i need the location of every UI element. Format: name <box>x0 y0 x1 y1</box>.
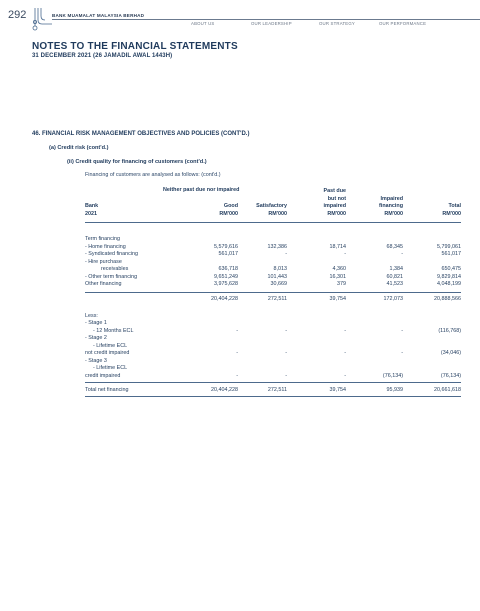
total-cell: 95,939 <box>386 387 403 393</box>
table-cell: - <box>236 327 238 334</box>
table-cell: 16,301 <box>329 273 346 280</box>
page-title: NOTES TO THE FINANCIAL STATEMENTS <box>32 41 238 52</box>
table-cell: - <box>285 372 287 379</box>
table-cell: 41,523 <box>386 281 403 287</box>
column-header: Good <box>223 203 238 209</box>
group-header: Neither past due nor impaired <box>163 187 240 193</box>
table-cell: 4,048,199 <box>437 281 461 287</box>
bank-name: BANK MUAMALAT MALAYSIA BERHAD <box>52 13 145 18</box>
row-label: - Lifetime ECL <box>93 365 128 371</box>
total-cell: 39,754 <box>329 387 346 393</box>
column-header: Satisfactory <box>256 203 287 209</box>
table-cell: - <box>344 251 346 257</box>
row-label: - Home financing <box>85 243 126 250</box>
total-rule-top <box>85 382 461 383</box>
column-header: but not <box>327 195 346 202</box>
column-header: impaired <box>323 203 346 209</box>
total-cell: 20,404,228 <box>211 387 238 393</box>
row-label: - Syndicated financing <box>85 251 139 257</box>
subtotal-rule <box>85 292 461 293</box>
table-cell: 5,579,616 <box>214 243 238 250</box>
table-cell: (76,134) <box>440 372 461 379</box>
page-subtitle: 31 DECEMBER 2021 (26 JAMADIL AWAL 1443H) <box>32 53 173 59</box>
total-label: Total net financing <box>85 387 129 393</box>
table-cell: (116,768) <box>438 327 461 334</box>
subtotal-cell: 20,888,566 <box>434 295 461 302</box>
table-cell: 60,821 <box>386 273 403 280</box>
row-label: - Stage 2 <box>85 335 107 341</box>
row-label: Less: <box>85 312 98 319</box>
row-label: Other financing <box>85 281 122 287</box>
table-cell: (34,046) <box>440 350 461 356</box>
table-cell: (76,134) <box>382 372 403 379</box>
column-header: Impaired <box>380 195 403 202</box>
row-label: - Lifetime ECL <box>93 342 128 349</box>
table-cell: - <box>285 350 287 356</box>
table-cell: - <box>236 350 238 356</box>
column-header: RM'000 <box>327 210 346 217</box>
total-rule-bottom <box>85 396 461 397</box>
table-cell: 561,017 <box>441 251 461 257</box>
subsection-ii: (ii) Credit quality for financing of customers (cont'd.) <box>67 159 207 165</box>
table-cell: 101,443 <box>267 273 287 280</box>
table-cell: - <box>344 350 346 356</box>
row-label: - Hire purchase <box>85 258 122 265</box>
table-cell: 1,384 <box>389 266 403 272</box>
column-header: RM'000 <box>442 210 461 217</box>
intro-text: Financing of customers are analysed as follows: (cont'd.) <box>85 172 221 178</box>
table-cell: 68,345 <box>386 243 403 250</box>
page-number: 292 <box>8 9 27 21</box>
row-label: - Stage 1 <box>85 320 107 326</box>
column-header: Total <box>448 203 461 209</box>
table-cell: 3,975,628 <box>214 281 238 287</box>
table-cell: 8,013 <box>273 266 287 272</box>
column-header: RM'000 <box>384 210 403 217</box>
column-header: RM'000 <box>268 210 287 217</box>
subtotal-cell: 172,073 <box>383 295 403 302</box>
subtotal-cell: 272,511 <box>267 295 287 302</box>
table-cell: - <box>285 251 287 257</box>
column-header-bank: Bank <box>85 203 99 209</box>
table-cell: - <box>401 251 403 257</box>
nav-our-strategy[interactable]: OUR STRATEGY <box>319 21 355 26</box>
table-cell: 379 <box>337 281 346 287</box>
table-cell: - <box>401 327 403 334</box>
column-header: financing <box>379 203 403 209</box>
row-label: credit impaired <box>85 372 121 379</box>
header-rule <box>85 222 461 223</box>
row-label: - Stage 3 <box>85 357 107 364</box>
row-label: - 12 Months ECL <box>93 327 134 334</box>
nav-about-us[interactable]: ABOUT US <box>191 21 215 26</box>
row-label: receivables <box>101 266 129 272</box>
nav-our-performance[interactable]: OUR PERFORMANCE <box>379 21 427 26</box>
table-cell: 9,651,249 <box>214 273 238 280</box>
subsection-a: (a) Credit risk (cont'd.) <box>49 145 109 151</box>
subtotal-cell: 20,404,228 <box>211 295 238 302</box>
section-heading: 46. FINANCIAL RISK MANAGEMENT OBJECTIVES AND POLICIES (CONT'D.) <box>32 131 250 137</box>
total-cell: 272,511 <box>267 387 287 393</box>
total-cell: 20,661,618 <box>434 387 461 393</box>
table-cell: - <box>344 372 346 379</box>
table-cell: - <box>236 372 238 379</box>
header-divider <box>52 19 480 20</box>
table-cell: - <box>285 327 287 334</box>
column-header: Past due <box>323 188 346 194</box>
table-cell: 636,718 <box>218 266 238 272</box>
table-cell: - <box>344 327 346 334</box>
nav-our-leadership[interactable]: OUR LEADERSHIP <box>251 21 292 26</box>
table-cell: 5,799,061 <box>437 243 461 250</box>
table-cell: 9,829,814 <box>437 273 461 280</box>
table-cell: 30,669 <box>270 281 287 287</box>
table-cell: 561,017 <box>218 251 238 257</box>
table-cell: 650,475 <box>441 266 461 272</box>
row-label: Term financing <box>85 236 121 242</box>
table-cell: - <box>401 350 403 356</box>
subtotal-cell: 39,754 <box>329 295 346 302</box>
table-cell: 18,714 <box>329 243 346 250</box>
row-label: not credit impaired <box>85 350 130 356</box>
bank-logo-icon <box>30 4 54 32</box>
column-header-year: 2021 <box>85 210 97 217</box>
column-header: RM'000 <box>219 210 238 217</box>
table-cell: 132,386 <box>267 243 287 250</box>
table-cell: 4,360 <box>332 266 346 272</box>
row-label: - Other term financing <box>85 273 138 280</box>
